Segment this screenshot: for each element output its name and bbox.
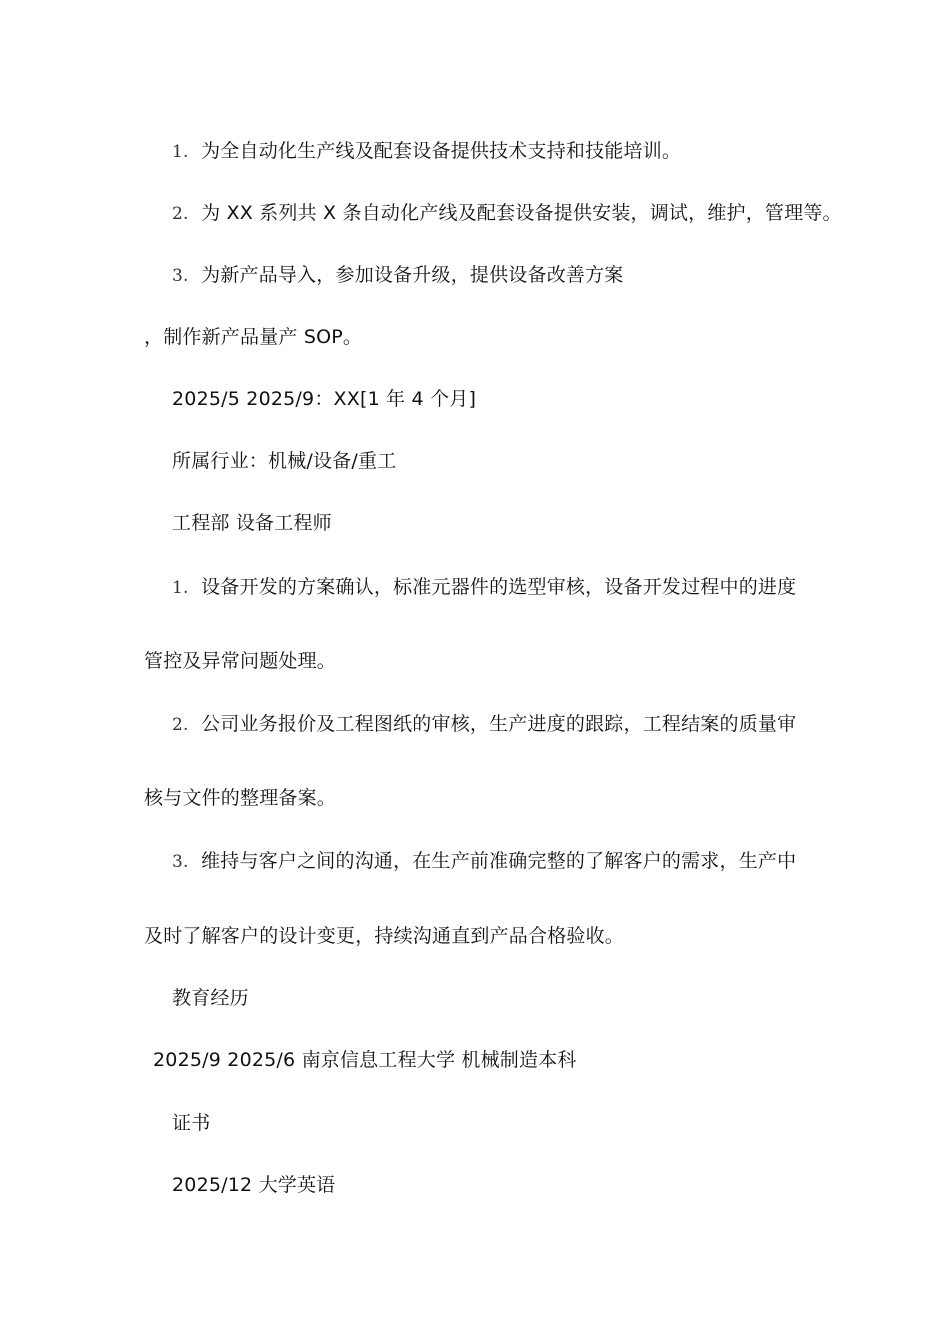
section-heading-certificates: 证书 <box>172 1112 211 1134</box>
duty-item-3-continued: ，制作新产品量产 SOP。 <box>144 326 363 348</box>
item-number: 1. <box>172 578 189 598</box>
duty-item-3 <box>172 262 624 289</box>
certificate-entry: 2025/12 大学英语 <box>172 1174 336 1196</box>
job-title: 工程部 设备工程师 <box>172 512 332 534</box>
section-heading-education: 教育经历 <box>172 987 249 1009</box>
job-duty-item-1 <box>172 574 796 601</box>
item-number: 2. <box>172 715 189 735</box>
job-duty-item-2 <box>172 711 796 738</box>
item-text: 为全自动化生产线及配套设备提供技术支持和技能培训。 <box>201 140 682 162</box>
job-duty-item-2-continued: 核与文件的整理备案。 <box>144 787 337 809</box>
item-number: 3. <box>172 852 189 872</box>
job-duty-item-3 <box>172 848 796 875</box>
job-industry: 所属行业：机械/设备/重工 <box>172 450 397 472</box>
job-duty-item-1-continued: 管控及异常问题处理。 <box>144 650 337 672</box>
item-text: 设备开发的方案确认，标准元器件的选型审核，设备开发过程中的进度 <box>201 576 797 598</box>
duty-item-1 <box>172 138 681 165</box>
education-entry: 2025/9 2025/6 南京信息工程大学 机械制造本科 <box>153 1049 577 1071</box>
item-number: 2. <box>172 204 189 224</box>
job-period: 2025/5 2025/9：XX[1 年 4 个月] <box>172 388 477 410</box>
item-text: 为 XX 系列共 X 条自动化产线及配套设备提供安装，调试，维护，管理等。 <box>201 202 842 224</box>
item-text: 为新产品导入，参加设备升级，提供设备改善方案 <box>201 264 624 286</box>
item-text: 公司业务报价及工程图纸的审核，生产进度的跟踪，工程结案的质量审 <box>201 713 797 735</box>
duty-item-2 <box>172 200 842 227</box>
job-duty-item-3-continued: 及时了解客户的设计变更，持续沟通直到产品合格验收。 <box>144 925 625 947</box>
item-number: 1. <box>172 142 189 162</box>
item-number: 3. <box>172 266 189 286</box>
item-text: 维持与客户之间的沟通，在生产前准确完整的了解客户的需求，生产中 <box>201 850 797 872</box>
